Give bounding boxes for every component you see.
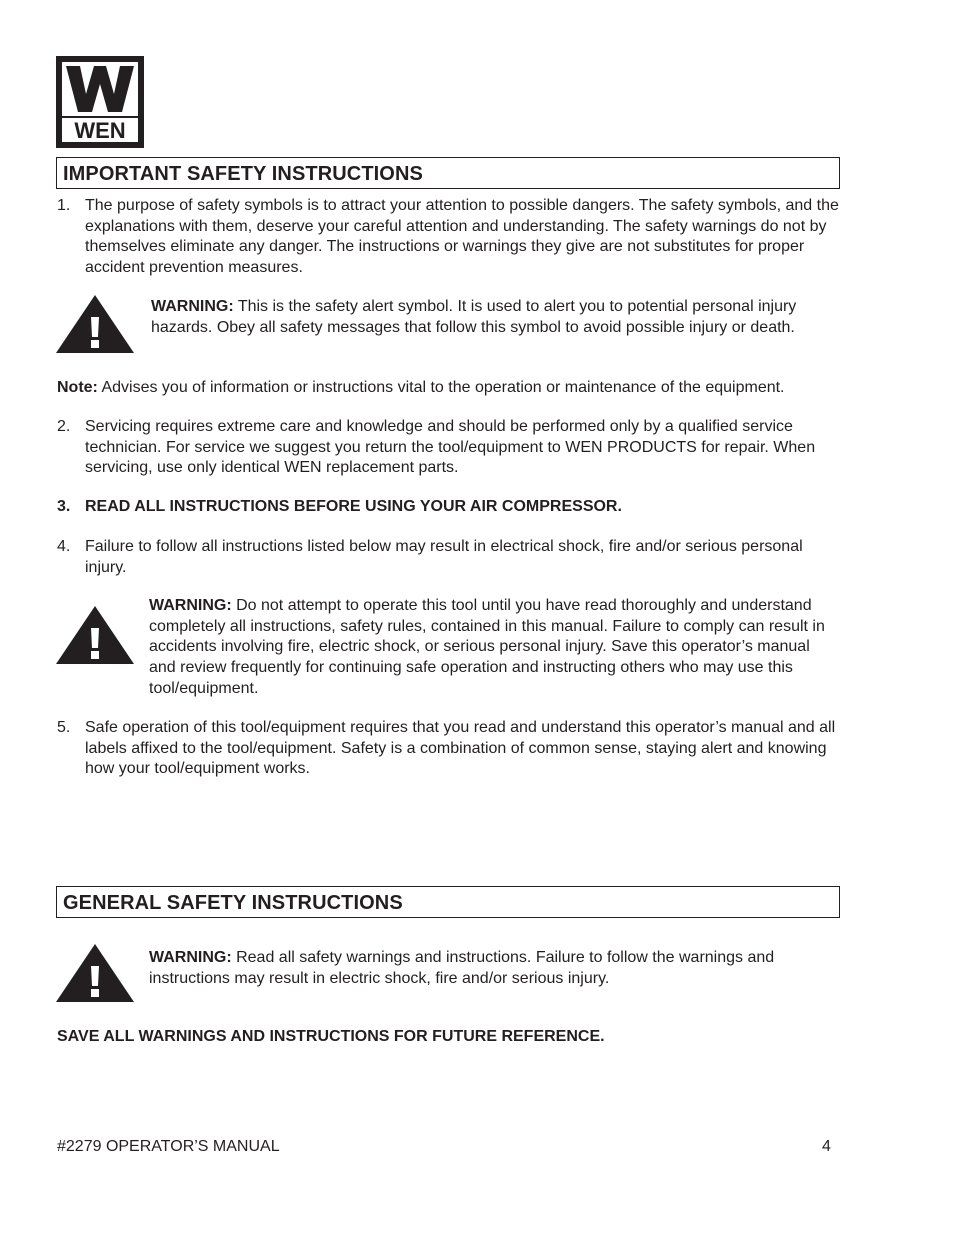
- section-title: GENERAL SAFETY INSTRUCTIONS: [63, 892, 403, 914]
- item-text: READ ALL INSTRUCTIONS BEFORE USING YOUR AIR COMPRESSOR.: [85, 498, 622, 515]
- section-header-general: [56, 886, 840, 918]
- warning-triangle-icon: [56, 295, 134, 353]
- item-number: 1.: [57, 197, 71, 214]
- warning-text: [149, 596, 829, 700]
- warning-text: [149, 948, 839, 989]
- warning-body: Read all safety warnings and instructions. Failure to follow the warnings and instructions may result in electric shock, fire and/or serious injury.: [149, 949, 775, 987]
- item-text: Servicing requires extreme care and knowledge and should be performed only by a qualified service technician. For service we suggest you return the tool/equipment to WEN PRODUCTS for repair. When servicing, use only identical WEN replacement parts.: [85, 418, 816, 477]
- item-number: 2.: [57, 418, 71, 435]
- warning-label: WARNING:: [149, 949, 232, 966]
- note-body: Advises you of information or instructions vital to the operation or maintenance of the equipment.: [97, 379, 785, 396]
- save-notice: SAVE ALL WARNINGS AND INSTRUCTIONS FOR FUTURE REFERENCE.: [57, 1028, 605, 1045]
- item-text: Failure to follow all instructions listed below may result in electrical shock, fire and/or serious personal injury.: [85, 538, 803, 576]
- note-label: Note:: [57, 379, 98, 396]
- item-text: Safe operation of this tool/equipment requires that you read and understand this operator’s manual and all labels affixed to the tool/equipment. Safety is a combination of common sense, staying alert and knowing how your tool/equipment works.: [85, 719, 836, 778]
- section-title: IMPORTANT SAFETY INSTRUCTIONS: [63, 163, 423, 185]
- item-number: 3.: [57, 498, 71, 515]
- item-number: 5.: [57, 719, 71, 736]
- wen-logo-icon: [56, 56, 144, 148]
- logo-text: WEN: [74, 118, 126, 143]
- warning-triangle-icon: [56, 944, 134, 1002]
- item-text: The purpose of safety symbols is to attract your attention to possible dangers. The safety symbols, and the explanations with them, deserve your careful attention and understanding. The safety warnings do not by themselves eliminate any danger. The instructions or warnings they give are not substitutes for proper accident prevention measures.: [85, 197, 839, 277]
- warning-label: WARNING:: [151, 298, 234, 315]
- footer-page-number: 4: [822, 1138, 831, 1155]
- warning-text: [151, 297, 841, 338]
- warning-body: This is the safety alert symbol. It is used to alert you to potential personal injury hazards. Obey all safety messages that follow this symbol to avoid possible injury or death.: [151, 298, 797, 336]
- section-header-important: [56, 157, 840, 189]
- warning-body: Do not attempt to operate this tool until you have read thoroughly and understand completely all instructions, safety rules, contained in this manual. Failure to comply can result in accidents involving fire, electric shock, or serious personal injury. Save this operator’s manual and review frequently for continuing safe operation and instructing others who may use this tool/equipment.: [149, 597, 825, 697]
- footer-manual-title: #2279 OPERATOR’S MANUAL: [57, 1138, 280, 1155]
- note-text: [57, 378, 857, 399]
- wen-logo: [56, 56, 144, 148]
- warning-triangle-icon: [56, 606, 134, 664]
- item-number: 4.: [57, 538, 71, 555]
- warning-label: WARNING:: [149, 597, 232, 614]
